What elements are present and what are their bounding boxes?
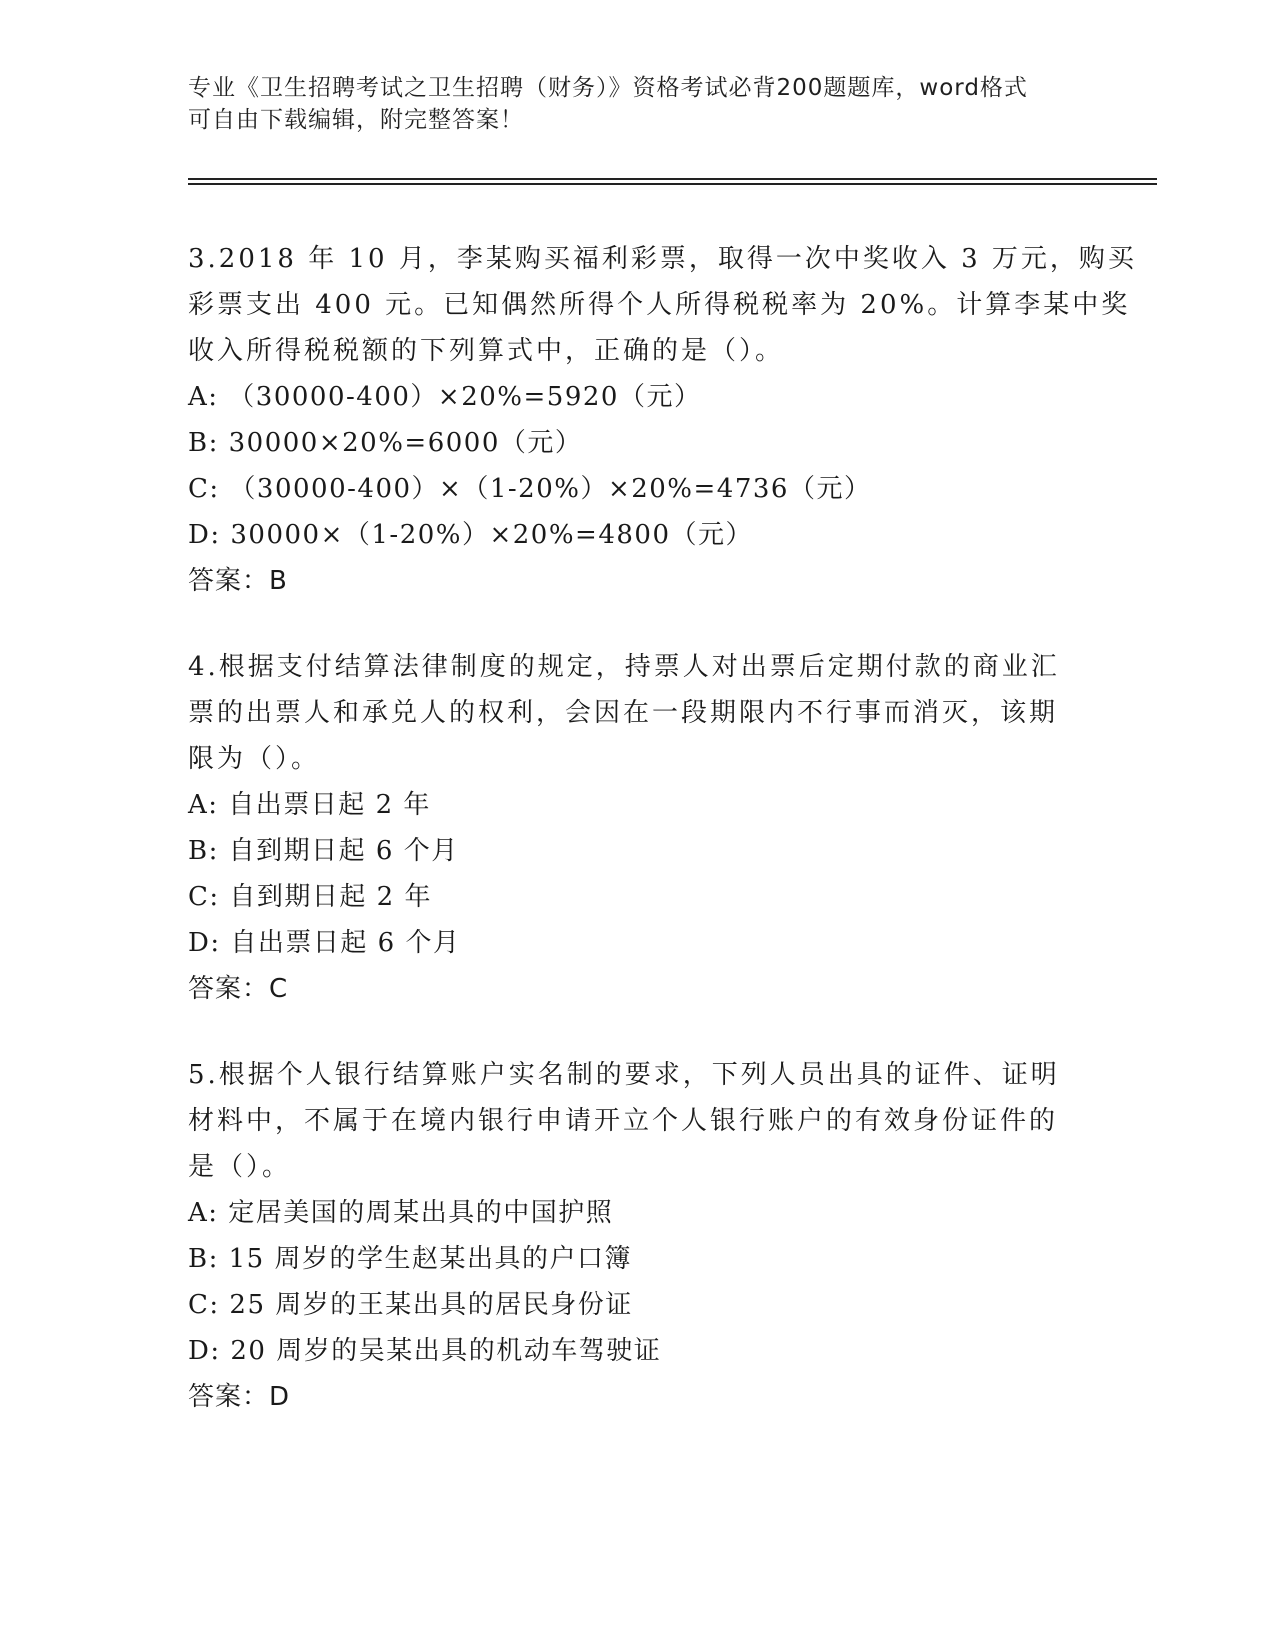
question-stem-line: 彩票支出 400 元。已知偶然所得个人所得税税率为 20%。计算李某中奖	[188, 290, 1131, 320]
header-divider-top	[188, 178, 1157, 180]
option-c: C: 25 周岁的王某出具的居民身份证	[188, 1290, 633, 1320]
header-divider-bottom	[188, 183, 1157, 185]
question-stem-line: 收入所得税税额的下列算式中，正确的是（）。	[188, 336, 785, 366]
option-b: B: 自到期日起 6 个月	[188, 836, 459, 866]
question-4	[188, 644, 1088, 1012]
answer: 答案：B	[188, 566, 288, 596]
option-c: C: 自到期日起 2 年	[188, 882, 432, 912]
question-stem-line: 是（）。	[188, 1152, 292, 1182]
question-stem-line: 材料中，不属于在境内银行申请开立个人银行账户的有效身份证件的	[188, 1106, 1059, 1136]
option-b: B: 15 周岁的学生赵某出具的户口簿	[188, 1244, 632, 1274]
answer: 答案：D	[188, 1382, 291, 1412]
question-3	[188, 236, 1137, 604]
question-5	[188, 1052, 1088, 1420]
option-a: A: 定居美国的周某出具的中国护照	[188, 1198, 614, 1228]
document-header	[188, 72, 1068, 136]
question-list	[188, 236, 1137, 1460]
option-d: D: 20 周岁的吴某出具的机动车驾驶证	[188, 1336, 662, 1366]
header-line-2: 可自由下载编辑，附完整答案！	[188, 107, 524, 133]
question-stem-line: 票的出票人和承兑人的权利，会因在一段期限内不行事而消灭，该期	[188, 698, 1059, 728]
question-stem-line: 3.2018 年 10 月，李某购买福利彩票，取得一次中奖收入 3 万元，购买	[188, 244, 1137, 274]
question-stem-line: 5.根据个人银行结算账户实名制的要求，下列人员出具的证件、证明	[188, 1060, 1060, 1090]
option-a: A: 自出票日起 2 年	[188, 790, 431, 820]
option-a: A: （30000-400）×20%=5920（元）	[188, 382, 702, 412]
answer: 答案：C	[188, 974, 289, 1004]
option-b: B: 30000×20%=6000（元）	[188, 428, 583, 458]
question-stem-line: 限为（）。	[188, 744, 321, 774]
question-stem-line: 4.根据支付结算法律制度的规定，持票人对出票后定期付款的商业汇	[188, 652, 1060, 682]
option-d: D: 30000×（1-20%）×20%=4800（元）	[188, 520, 754, 550]
option-d: D: 自出票日起 6 个月	[188, 928, 461, 958]
header-line-1: 专业《卫生招聘考试之卫生招聘（财务）》资格考试必背200题题库，word格式	[188, 75, 1028, 101]
option-c: C: （30000-400）×（1-20%）×20%=4736（元）	[188, 474, 872, 504]
